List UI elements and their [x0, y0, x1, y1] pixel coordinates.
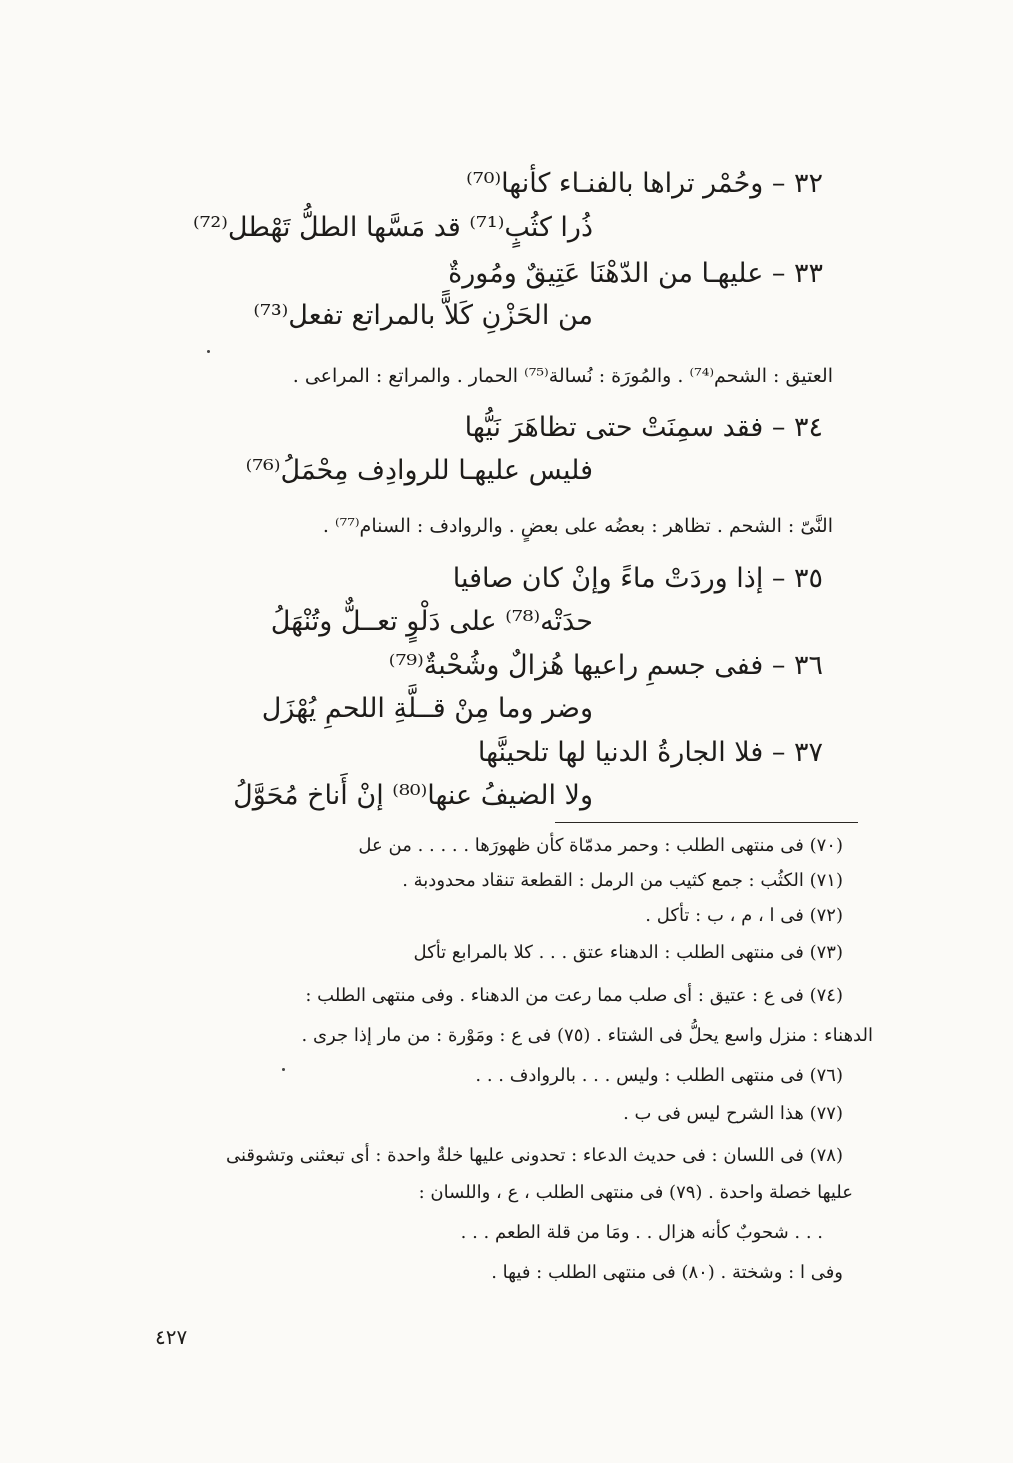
verse-35-line-2: حدَتْه⁽⁷⁸⁾ على دَلْوٍ تعــلٌّ وتُنْهَلُ: [270, 606, 593, 637]
gloss-34: النَّىّ : الشحم . تظاهر : بعضُه على بعضٍ . والروادف : السنام⁽⁷⁷⁾ .: [322, 515, 833, 537]
verse-34-line-2: فليس عليهـا للروادِف مِحْمَلُ⁽⁷⁶⁾: [245, 455, 593, 486]
footnote-separator: [555, 822, 858, 823]
verse-34-line-1: ٣٤ – فقد سمِنَتْ حتى تظاهَرَ نَيُّها: [464, 412, 823, 443]
footnote-72: (٧٢) فى ا ، م ، ب : تأكل .: [645, 905, 843, 926]
scan-speck: [207, 350, 210, 353]
verse-36-line-2: وضر وما مِنْ قــلَّةِ اللحمِ يُهْزَل: [261, 693, 593, 724]
verse-32-line-1: ٣٢ – وحُمْر تراها بالفنـاء كأنها⁽⁷⁰⁾: [466, 168, 823, 199]
scan-speck: [282, 1068, 285, 1071]
footnote-70: (٧٠) فى منتهى الطلب : وحمر مدمّاة كأن ظهورَها . . . . . من عل: [358, 835, 843, 856]
verse-37-line-1: ٣٧ – فلا الجارةُ الدنيا لها تلحينَّها: [477, 737, 823, 768]
footnote-74: (٧٤) فى ع : عتيق : أى صلب مما رعت من الدهناء . وفى منتهى الطلب :: [305, 985, 843, 1006]
footnote-78: (٧٨) فى اللسان : فى حديث الدعاء : تحدونى عليها خلةٌ واحدة : أى تبعثنى وتشوقنى: [225, 1145, 843, 1166]
verse-33-line-1: ٣٣ – عليهـا من الدّهْنَا عَتِيقٌ ومُورةٌ: [448, 258, 823, 289]
footnote-79-quote: . . . شحوبٌ كأنه هزال . . ومَا من قلة الطعم . . .: [460, 1222, 823, 1243]
footnote-77: (٧٧) هذا الشرح ليس فى ب .: [623, 1103, 843, 1124]
footnote-78-79: عليها خصلة واحدة . (٧٩) فى منتهى الطلب ، ع ، واللسان :: [418, 1182, 853, 1203]
footnote-71: (٧١) الكثُب : جمع كثيب من الرمل : القطعة تنقاد محدودبة .: [402, 870, 843, 891]
footnote-79-80: وفى ا : وشختة . (٨٠) فى منتهى الطلب : فيها .: [491, 1262, 843, 1283]
verse-33-line-2: من الحَزْنِ كَلاًّ بالمراتع تفعل⁽⁷³⁾: [253, 300, 593, 331]
footnote-74-75: الدهناء : منزل واسع يحلُّ فى الشتاء . (٧٥) فى ع : ومَوْرة : من مار إذا جرى .: [301, 1025, 873, 1046]
verse-32-line-2: ذُرا كثُبٍ⁽⁷¹⁾ قد مَسَّها الطلُّ تَهْطل⁽⁷²⁾: [192, 212, 593, 243]
page-number: ٤٢٧: [155, 1325, 188, 1349]
verse-36-line-1: ٣٦ – ففى جسمِ راعيها هُزالٌ وشُحْبةٌ⁽⁷⁹⁾: [388, 650, 823, 681]
verse-35-line-1: ٣٥ – إذا وردَتْ ماءً وإنْ كان صافيا: [452, 563, 823, 594]
footnote-73: (٧٣) فى منتهى الطلب : الدهناء عتق . . . كلا بالمرابع تأكل: [413, 942, 843, 963]
verse-37-line-2: ولا الضيفُ عنها⁽⁸⁰⁾ إنْ أَناخ مُحَوَّلُ: [233, 780, 593, 811]
gloss-33: العتيق : الشحم⁽⁷⁴⁾ . والمُورَة : نُسالة⁽⁷⁵⁾ الحمار . والمراتع : المراعى .: [292, 365, 833, 387]
footnote-76: (٧٦) فى منتهى الطلب : وليس . . . بالروادف . . .: [475, 1065, 843, 1086]
